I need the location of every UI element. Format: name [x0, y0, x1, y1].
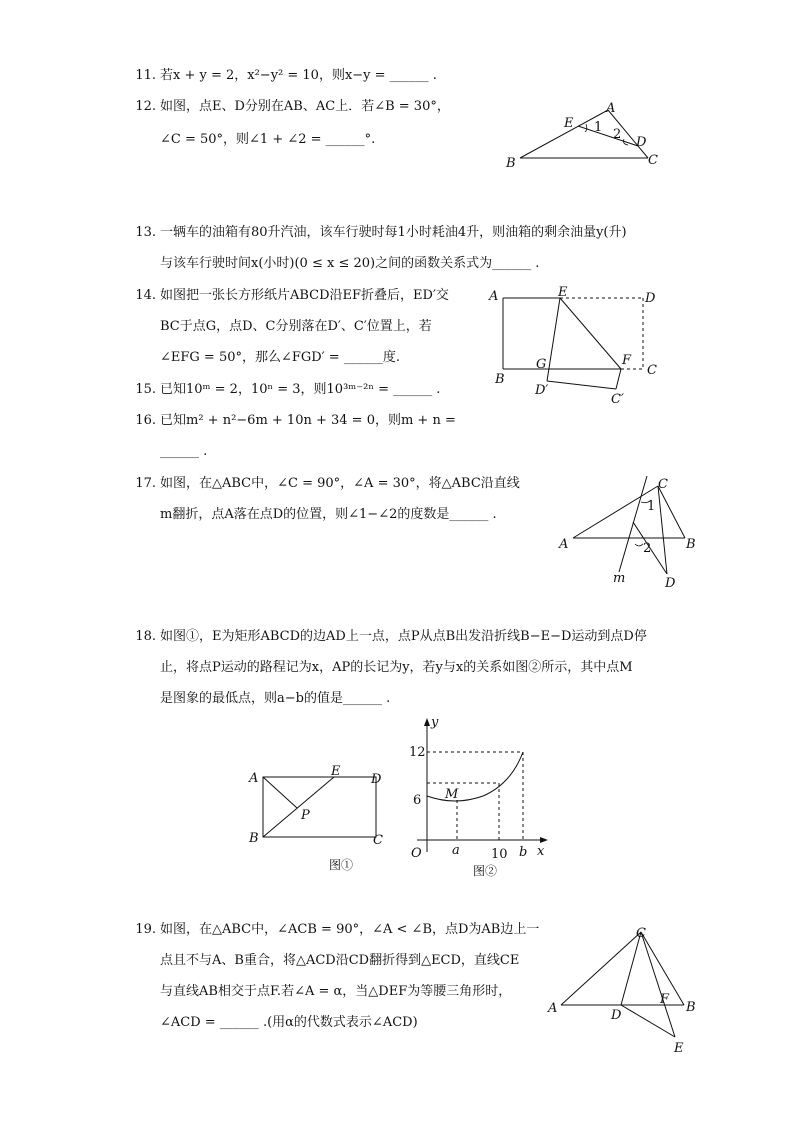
question-15-number: 15. [135, 382, 156, 397]
label-angle-2: 2 [643, 541, 652, 556]
label-origin-o: O [411, 846, 422, 861]
label-m: m [613, 571, 626, 586]
question-14-line-1: 如图把一张长方形纸片ABCD沿EF折叠后，ED′交 [160, 288, 449, 303]
label-b: B [506, 156, 516, 171]
label-e: E [558, 285, 568, 300]
label-g: G [536, 357, 547, 372]
question-17-line-1: 如图，在△ABC中，∠C = 90°，∠A = 30°，将△ABC沿直线 [160, 476, 520, 491]
label-d-prime: D′ [535, 383, 549, 398]
label-axis-x: x [537, 844, 545, 859]
label-d: D [371, 772, 382, 787]
question-11-line-1: 若x + y = 2，x²−y² = 10，则x−y = ______ . [160, 68, 437, 83]
question-12-line-2: ∠C = 50°，则∠1 + ∠2 = ______°. [160, 132, 376, 147]
question-19-line-3: 与直线AB相交于点F.若∠A = α，当△DEF为等腰三角形时， [160, 984, 512, 999]
label-c-prime: C′ [611, 392, 624, 407]
label-m: M [445, 787, 459, 802]
label-d: D [636, 135, 647, 150]
question-19-line-1: 如图，在△ABC中，∠ACB = 90°，∠A < ∠B，点D为AB边上一 [160, 922, 540, 937]
question-18-line-2: 止，将点P运动的路程记为x，AP的长记为y，若y与x的关系如图②所示，其中点M [160, 660, 633, 675]
question-18-line-3: 是图象的最低点，则a−b的值是______ . [160, 691, 391, 706]
label-b: B [495, 372, 505, 387]
question-16-line-2: ______ . [160, 444, 208, 459]
question-18-line-1: 如图①，E为矩形ABCD的边AD上一点，点P从点B出发沿折线B−E−D运动到点D停 [160, 629, 647, 644]
question-18-number: 18. [135, 629, 156, 644]
tick-6: 6 [413, 793, 422, 808]
label-b: B [686, 537, 696, 552]
question-14-line-3: ∠EFG = 50°，那么∠FGD′ = ______度. [160, 350, 400, 365]
label-c: C [648, 153, 658, 168]
question-19-line-2: 点且不与A、B重合，将△ACD沿CD翻折得到△ECD，直线CE [160, 953, 520, 968]
label-angle-1: 1 [594, 120, 603, 135]
question-12-line-1: 如图，点E、D分别在AB、AC上．若∠B = 30°， [160, 99, 450, 114]
label-e: E [674, 1041, 684, 1056]
caption-figure-1: 图① [329, 858, 354, 872]
figure-q14-folded-rectangle [485, 283, 665, 408]
figure-q19-triangle-fold [545, 922, 705, 1062]
question-16-number: 16. [135, 413, 156, 428]
tick-10: 10 [491, 847, 508, 862]
question-11-number: 11. [135, 68, 156, 83]
label-d: D [611, 1008, 622, 1023]
label-b: B [249, 831, 259, 846]
question-13-line-1: 一辆车的油箱有80升汽油，该车行驶时每1小时耗油4升，则油箱的剩余油量y(升) [160, 225, 627, 240]
label-e: E [331, 764, 341, 779]
label-f: F [622, 353, 632, 368]
label-p: P [301, 808, 310, 823]
caption-figure-2: 图② [473, 864, 498, 878]
label-a: A [559, 537, 569, 552]
question-13-line-2: 与该车行驶时间x(小时)(0 ≤ x ≤ 20)之间的函数关系式为______ . [160, 256, 540, 271]
label-d: D [645, 291, 656, 306]
label-a: A [548, 1001, 558, 1016]
label-a: A [489, 289, 499, 304]
question-16-line-1: 已知m² + n²−6m + 10n + 34 = 0，则m + n = [160, 413, 456, 428]
label-angle-2: 2 [613, 127, 622, 142]
question-14-line-2: BC于点G，点D、C分别落在D′、C′位置上，若 [160, 319, 432, 334]
tick-12: 12 [409, 745, 426, 760]
label-a: A [249, 771, 259, 786]
label-c: C [658, 477, 668, 492]
label-c: C [373, 833, 383, 848]
label-c: C [636, 926, 646, 941]
label-e: E [564, 116, 574, 131]
question-17-line-2: m翻折，点A落在点D的位置，则∠1−∠2的度数是______ . [160, 507, 497, 522]
figure-q17-triangle-fold [555, 472, 705, 592]
label-b: B [686, 1000, 696, 1015]
label-f: F [660, 992, 670, 1007]
label-axis-y: y [431, 715, 439, 730]
tick-a: a [452, 843, 460, 858]
question-12-number: 12. [135, 99, 156, 114]
label-a: A [606, 101, 616, 116]
question-19-line-4: ∠ACD = ______ .(用α的代数式表示∠ACD) [160, 1015, 418, 1030]
question-15-line-1: 已知10ᵐ = 2，10ⁿ = 3，则10³ᵐ⁻²ⁿ = ______ . [160, 382, 441, 397]
tick-b: b [519, 845, 528, 860]
question-19-number: 19. [135, 922, 156, 937]
figure-q18-graph [405, 712, 555, 862]
label-d: D [665, 576, 676, 591]
figure-q18-rectangle [245, 762, 395, 852]
question-13-number: 13. [135, 225, 156, 240]
question-14-number: 14. [135, 288, 156, 303]
figure-q12-triangle [500, 100, 670, 175]
label-angle-1: 1 [647, 499, 656, 514]
label-c: C [647, 363, 657, 378]
question-17-number: 17. [135, 476, 156, 491]
